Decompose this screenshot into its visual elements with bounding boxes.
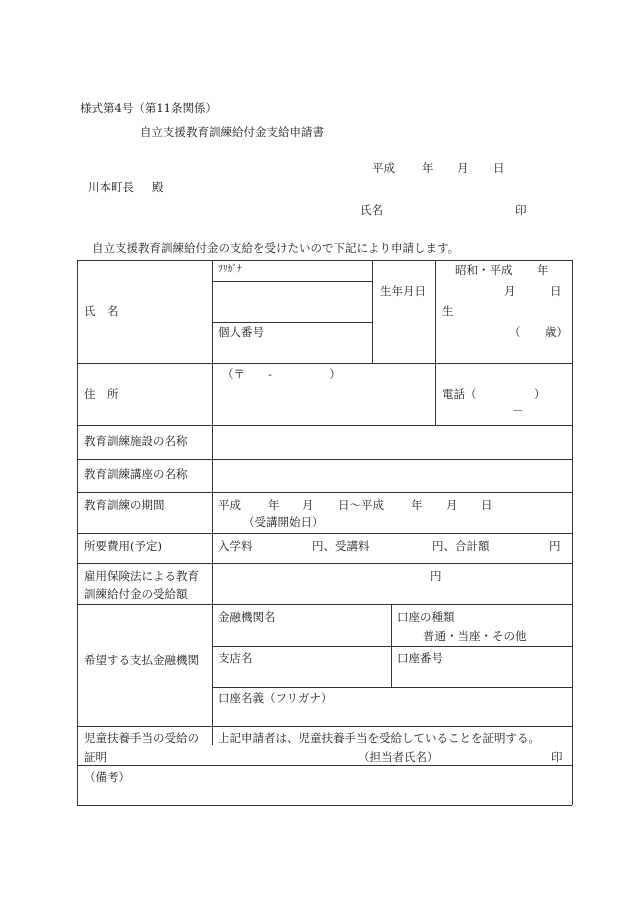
branch-name-label: 支店名 [218,651,253,665]
intro-text: 自立支援教育訓練給付金の支給を受けたいので下記により申請します。 [92,241,460,255]
remarks-label: （備考） [84,770,130,784]
cost-row-label: 所要費用(予定) [84,539,162,553]
period-end-year: 年 [411,498,423,512]
allowance-label-line2: 証明 [84,750,107,764]
period-note: （受講開始日） [243,515,324,529]
tuition-fee-label: 円、受講料 [312,539,370,553]
period-row-label: 教育訓練の期間 [84,498,165,512]
period-end-month: 月 [446,498,458,512]
furigana-label: ﾌﾘｶﾞﾅ [218,264,242,275]
total-fee-label: 円、合計額 [432,539,490,553]
address-row-label: 住 所 [84,387,119,401]
applicant-name-label: 氏名 [360,203,383,217]
birthdate-label: 生年月日 [380,284,426,298]
birth-year-label: 年 [537,263,549,277]
date-month-label: 月 [457,161,469,175]
allowance-statement: 上記申請者は、児童扶養手当を受給していることを証明する。 [218,731,540,745]
addressee: 川本町長 [88,180,134,194]
date-day-label: 日 [493,161,505,175]
insurance-label-line2: 訓練給付金の受給額 [84,587,188,601]
insurance-label-line1: 雇用保険法による教育 [84,569,199,583]
age-label: 歳） [545,325,568,339]
age-open-paren: （ [509,325,521,339]
phone-label: 電話（ ） [442,387,546,401]
honorific: 殿 [152,180,164,194]
period-start-era: 平成 [218,498,241,512]
phone-dash: － [512,404,524,418]
facility-row-label: 教育訓練施設の名称 [84,434,188,448]
bank-row-label: 希望する支払金融機関 [84,653,199,667]
total-yen-label: 円 [549,539,561,553]
period-start-month: 月 [302,498,314,512]
period-start-year: 年 [268,498,280,512]
account-type-options: 普通・当座・その他 [423,629,527,643]
date-year-label: 年 [422,161,434,175]
born-label: 生 [442,304,454,318]
birth-month-label: 月 [504,284,516,298]
allowance-label-line1: 児童扶養手当の受給の [84,731,199,745]
course-row-label: 教育訓練講座の名称 [84,467,188,481]
bank-name-label: 金融機関名 [218,610,276,624]
account-holder-label: 口座名義（フリガナ） [218,691,333,705]
form-number: 様式第4号（第11条関係） [80,101,217,115]
account-number-label: 口座番号 [397,651,443,665]
birth-era-options: 昭和・平成 [455,263,513,277]
officer-seal-mark: 印 [551,750,563,764]
date-era: 平成 [372,161,395,175]
insurance-yen-label: 円 [430,569,442,583]
admission-fee-label: 入学料 [218,539,253,553]
individual-number-label: 個人番号 [218,325,264,339]
period-start-day-to: 日～平成 [338,498,384,512]
name-row-label: 氏 名 [84,304,119,318]
form-title: 自立支援教育訓練給付金支給申請書 [140,125,324,139]
period-end-day: 日 [481,498,493,512]
applicant-seal-mark: 印 [515,203,527,217]
postal-code-field: （〒 - ） [222,367,341,381]
birth-day-label: 日 [550,284,562,298]
account-type-label: 口座の種類 [397,610,455,624]
officer-name-label: （担当者氏名） [358,750,439,764]
